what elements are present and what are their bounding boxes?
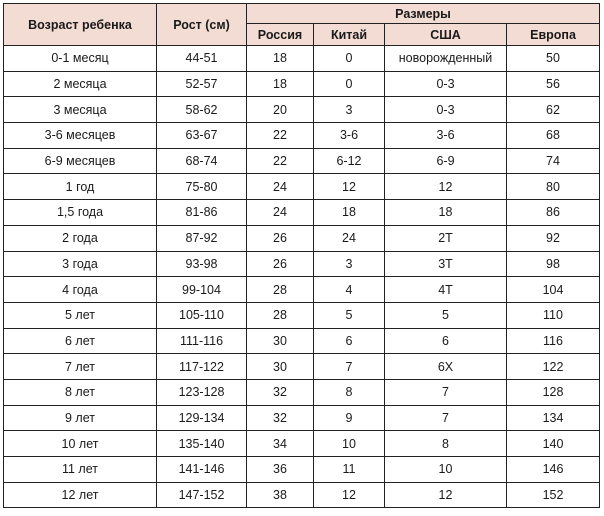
usa-size-cell: 0-3: [385, 97, 507, 123]
europe-size-cell: 56: [507, 71, 600, 97]
size-chart: [3, 3, 600, 508]
usa-size-cell: 10: [385, 457, 507, 483]
table-row: [4, 200, 600, 226]
china-size-cell: 4: [314, 277, 385, 303]
height-cell: 68-74: [157, 148, 247, 174]
header-europe: Европа: [507, 24, 600, 46]
usa-size-cell: 6X: [385, 354, 507, 380]
china-size-cell: 7: [314, 354, 385, 380]
china-size-cell: 12: [314, 482, 385, 508]
europe-size-cell: 110: [507, 302, 600, 328]
age-cell: 0-1 месяц: [4, 46, 157, 72]
europe-size-cell: 122: [507, 354, 600, 380]
europe-size-cell: 134: [507, 405, 600, 431]
height-cell: 105-110: [157, 302, 247, 328]
china-size-cell: 6-12: [314, 148, 385, 174]
russia-size-cell: 24: [247, 174, 314, 200]
china-size-cell: 10: [314, 431, 385, 457]
age-cell: 3 года: [4, 251, 157, 277]
usa-size-cell: 12: [385, 174, 507, 200]
europe-size-cell: 62: [507, 97, 600, 123]
usa-size-cell: 3-6: [385, 123, 507, 149]
europe-size-cell: 68: [507, 123, 600, 149]
china-size-cell: 3-6: [314, 123, 385, 149]
russia-size-cell: 32: [247, 379, 314, 405]
header-sizes: Размеры: [247, 4, 600, 24]
table-row: [4, 277, 600, 303]
russia-size-cell: 30: [247, 354, 314, 380]
usa-size-cell: 7: [385, 405, 507, 431]
height-cell: 63-67: [157, 123, 247, 149]
usa-size-cell: 6: [385, 328, 507, 354]
russia-size-cell: 18: [247, 71, 314, 97]
table-row: [4, 97, 600, 123]
russia-size-cell: 38: [247, 482, 314, 508]
age-cell: 12 лет: [4, 482, 157, 508]
china-size-cell: 24: [314, 225, 385, 251]
europe-size-cell: 116: [507, 328, 600, 354]
table-row: [4, 46, 600, 72]
header-russia: Россия: [247, 24, 314, 46]
table-row: [4, 328, 600, 354]
russia-size-cell: 36: [247, 457, 314, 483]
china-size-cell: 5: [314, 302, 385, 328]
height-cell: 129-134: [157, 405, 247, 431]
china-size-cell: 11: [314, 457, 385, 483]
usa-size-cell: 6-9: [385, 148, 507, 174]
age-cell: 3 месяца: [4, 97, 157, 123]
height-cell: 147-152: [157, 482, 247, 508]
russia-size-cell: 22: [247, 123, 314, 149]
usa-size-cell: 5: [385, 302, 507, 328]
russia-size-cell: 26: [247, 225, 314, 251]
china-size-cell: 12: [314, 174, 385, 200]
russia-size-cell: 28: [247, 277, 314, 303]
china-size-cell: 0: [314, 71, 385, 97]
height-cell: 87-92: [157, 225, 247, 251]
usa-size-cell: 3T: [385, 251, 507, 277]
russia-size-cell: 34: [247, 431, 314, 457]
usa-size-cell: 4T: [385, 277, 507, 303]
table-row: [4, 251, 600, 277]
table-body: [4, 46, 600, 508]
age-cell: 6 лет: [4, 328, 157, 354]
height-cell: 111-116: [157, 328, 247, 354]
europe-size-cell: 86: [507, 200, 600, 226]
china-size-cell: 9: [314, 405, 385, 431]
table-row: [4, 123, 600, 149]
age-cell: 4 года: [4, 277, 157, 303]
china-size-cell: 18: [314, 200, 385, 226]
header-china: Китай: [314, 24, 385, 46]
europe-size-cell: 50: [507, 46, 600, 72]
europe-size-cell: 140: [507, 431, 600, 457]
age-cell: 2 года: [4, 225, 157, 251]
table-row: [4, 405, 600, 431]
china-size-cell: 8: [314, 379, 385, 405]
height-cell: 99-104: [157, 277, 247, 303]
age-cell: 9 лет: [4, 405, 157, 431]
russia-size-cell: 30: [247, 328, 314, 354]
header-height: Рост (см): [157, 4, 247, 46]
russia-size-cell: 28: [247, 302, 314, 328]
age-cell: 3-6 месяцев: [4, 123, 157, 149]
height-cell: 141-146: [157, 457, 247, 483]
height-cell: 123-128: [157, 379, 247, 405]
table-row: [4, 379, 600, 405]
europe-size-cell: 128: [507, 379, 600, 405]
table-row: [4, 302, 600, 328]
china-size-cell: 0: [314, 46, 385, 72]
table-row: [4, 482, 600, 508]
table-row: [4, 174, 600, 200]
usa-size-cell: 7: [385, 379, 507, 405]
age-cell: 6-9 месяцев: [4, 148, 157, 174]
height-cell: 58-62: [157, 97, 247, 123]
usa-size-cell: новорожденный: [385, 46, 507, 72]
height-cell: 81-86: [157, 200, 247, 226]
china-size-cell: 6: [314, 328, 385, 354]
russia-size-cell: 18: [247, 46, 314, 72]
europe-size-cell: 98: [507, 251, 600, 277]
age-cell: 7 лет: [4, 354, 157, 380]
age-cell: 1 год: [4, 174, 157, 200]
size-table: [3, 3, 600, 508]
age-cell: 10 лет: [4, 431, 157, 457]
height-cell: 117-122: [157, 354, 247, 380]
usa-size-cell: 2T: [385, 225, 507, 251]
age-cell: 1,5 года: [4, 200, 157, 226]
height-cell: 135-140: [157, 431, 247, 457]
table-row: [4, 71, 600, 97]
table-row: [4, 431, 600, 457]
europe-size-cell: 92: [507, 225, 600, 251]
europe-size-cell: 146: [507, 457, 600, 483]
age-cell: 11 лет: [4, 457, 157, 483]
header-usa: США: [385, 24, 507, 46]
russia-size-cell: 26: [247, 251, 314, 277]
age-cell: 2 месяца: [4, 71, 157, 97]
height-cell: 52-57: [157, 71, 247, 97]
china-size-cell: 3: [314, 251, 385, 277]
height-cell: 75-80: [157, 174, 247, 200]
russia-size-cell: 20: [247, 97, 314, 123]
age-cell: 5 лет: [4, 302, 157, 328]
height-cell: 44-51: [157, 46, 247, 72]
europe-size-cell: 74: [507, 148, 600, 174]
europe-size-cell: 104: [507, 277, 600, 303]
usa-size-cell: 18: [385, 200, 507, 226]
header-age: Возраст ребенка: [4, 4, 157, 46]
table-row: [4, 225, 600, 251]
europe-size-cell: 152: [507, 482, 600, 508]
usa-size-cell: 12: [385, 482, 507, 508]
russia-size-cell: 24: [247, 200, 314, 226]
russia-size-cell: 22: [247, 148, 314, 174]
age-cell: 8 лет: [4, 379, 157, 405]
height-cell: 93-98: [157, 251, 247, 277]
china-size-cell: 3: [314, 97, 385, 123]
russia-size-cell: 32: [247, 405, 314, 431]
usa-size-cell: 0-3: [385, 71, 507, 97]
table-row: [4, 457, 600, 483]
table-row: [4, 354, 600, 380]
europe-size-cell: 80: [507, 174, 600, 200]
usa-size-cell: 8: [385, 431, 507, 457]
table-row: [4, 148, 600, 174]
